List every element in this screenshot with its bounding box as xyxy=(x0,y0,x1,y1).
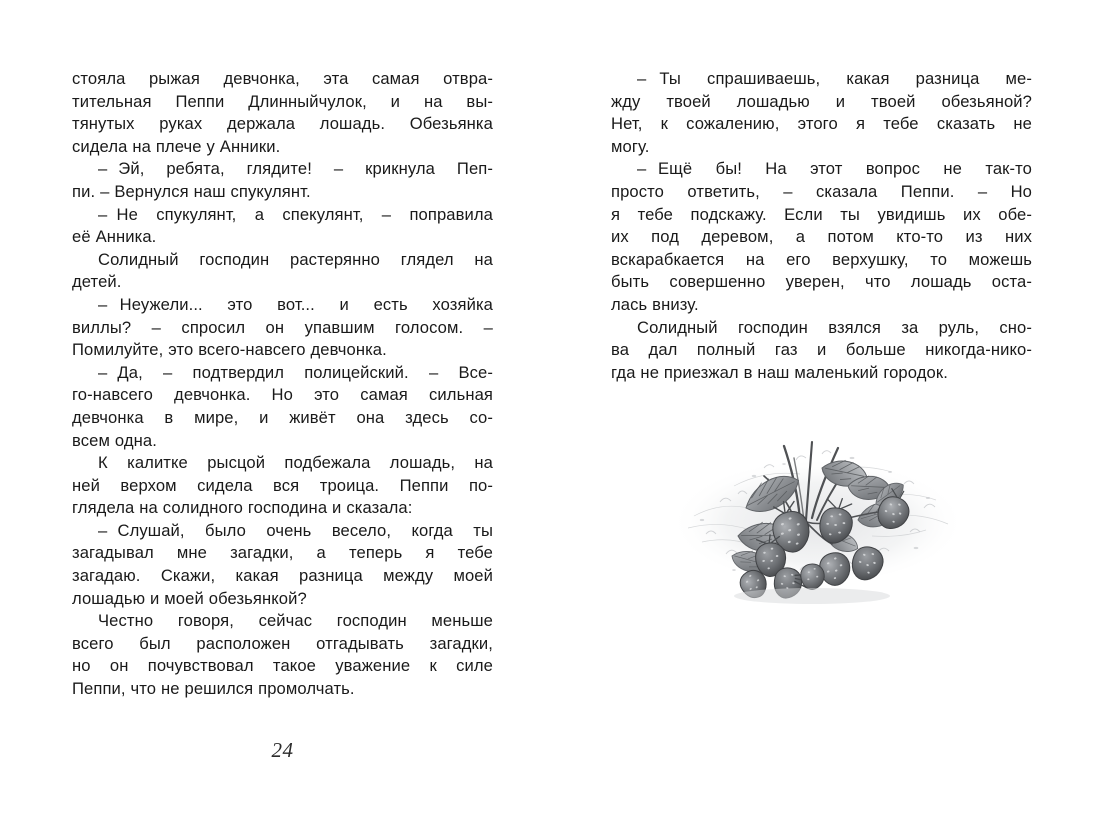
wild-strawberries-illustration xyxy=(672,424,964,610)
paragraph xyxy=(72,68,493,158)
text-line: могу. xyxy=(611,136,650,156)
text-line: девчонка в мире, и живёт она здесь со- xyxy=(72,407,493,427)
text-line: быть совершенно уверен, что лошадь оста- xyxy=(611,272,1032,292)
paragraph xyxy=(72,249,493,294)
paragraph xyxy=(72,362,493,452)
text-line: – Не спукулянт, а спекулянт, – поправила xyxy=(98,204,493,224)
text-line: вскарабкается на его верхушку, то можешь xyxy=(611,249,1032,269)
text-line: глядела на солидного господина и сказала: xyxy=(72,498,413,518)
text-line: гда не приезжал в наш маленький городок. xyxy=(611,362,948,382)
text-line: просто ответить, – сказала Пеппи. – Но xyxy=(611,181,1032,201)
text-line: – Ещё бы! На этот вопрос не так-то xyxy=(637,159,1032,179)
paragraph xyxy=(611,158,1032,316)
illustration-ground-shadow xyxy=(734,588,890,604)
text-line: загадывал мне загадки, а теперь я тебе xyxy=(72,543,493,563)
text-line: – Слушай, было очень весело, когда ты xyxy=(98,520,493,540)
paragraph xyxy=(72,204,493,249)
paragraph xyxy=(72,610,493,700)
text-line: го-навсего девчонка. Но это самая сильная xyxy=(72,385,493,405)
paragraph xyxy=(72,294,493,362)
text-line: Солидный господин растерянно глядел на xyxy=(98,249,493,269)
text-line: тянутых руках держала лошадь. Обезьянка xyxy=(72,114,493,134)
paragraph xyxy=(611,317,1032,385)
text-line: Помилуйте, это всего-навсего девчонка. xyxy=(72,340,387,360)
text-line: лошадью и моей обезьянкой? xyxy=(72,588,307,608)
text-line: всем одна. xyxy=(72,430,157,450)
text-line: – Неужели... это вот... и есть хозяйка xyxy=(98,294,493,314)
page-number: 24 xyxy=(271,738,294,762)
text-line: Нет, к сожалению, этого я тебе сказать не xyxy=(611,114,1032,134)
left-text-column xyxy=(72,68,493,701)
text-line: загадаю. Скажи, какая разница между моей xyxy=(72,566,493,586)
right-text-column xyxy=(611,68,1032,384)
text-line: – Эй, ребята, глядите! – крикнула Пеп- xyxy=(98,159,493,179)
text-line: Пеппи, что не решился промолчать. xyxy=(72,679,355,699)
text-line: ва дал полный газ и больше никогда-нико- xyxy=(611,340,1032,360)
text-line: К калитке рысцой подбежала лошадь, на xyxy=(98,453,493,473)
text-line: – Ты спрашиваешь, какая разница ме- xyxy=(637,69,1032,88)
text-line: сидела на плече у Анники. xyxy=(72,136,281,156)
text-line: жду твоей лошадью и твоей обезьяной? xyxy=(611,91,1032,111)
paragraph xyxy=(72,520,493,610)
text-line: лась внизу. xyxy=(611,294,699,314)
text-line: стояла рыжая девчонка, эта самая отвра- xyxy=(72,69,493,88)
text-line: пи. – Вернулся наш спукулянт. xyxy=(72,181,311,201)
text-line: но он почувствовал такое уважение к силе xyxy=(72,656,493,676)
text-line: её Анника. xyxy=(72,227,157,247)
text-line: тительная Пеппи Длинныйчулок, и на вы- xyxy=(72,91,493,111)
text-line: я тебе подскажу. Если ты увидишь их обе- xyxy=(611,204,1032,224)
paragraph xyxy=(72,452,493,520)
text-line: – Да, – подтвердил полицейский. – Все- xyxy=(98,362,493,382)
paragraph xyxy=(72,158,493,203)
text-line: Честно говоря, сейчас господин меньше xyxy=(98,611,493,631)
text-line: ней верхом сидела вся троица. Пеппи по- xyxy=(72,475,493,495)
text-line: их под деревом, а потом кто-то из них xyxy=(611,227,1032,247)
text-line: всего был расположен отгадывать загадки, xyxy=(72,633,493,653)
text-line: виллы? – спросил он упавшим голосом. – xyxy=(72,317,493,337)
text-line: детей. xyxy=(72,272,122,292)
paragraph xyxy=(611,68,1032,158)
text-line: Солидный господин взялся за руль, сно- xyxy=(637,317,1032,337)
